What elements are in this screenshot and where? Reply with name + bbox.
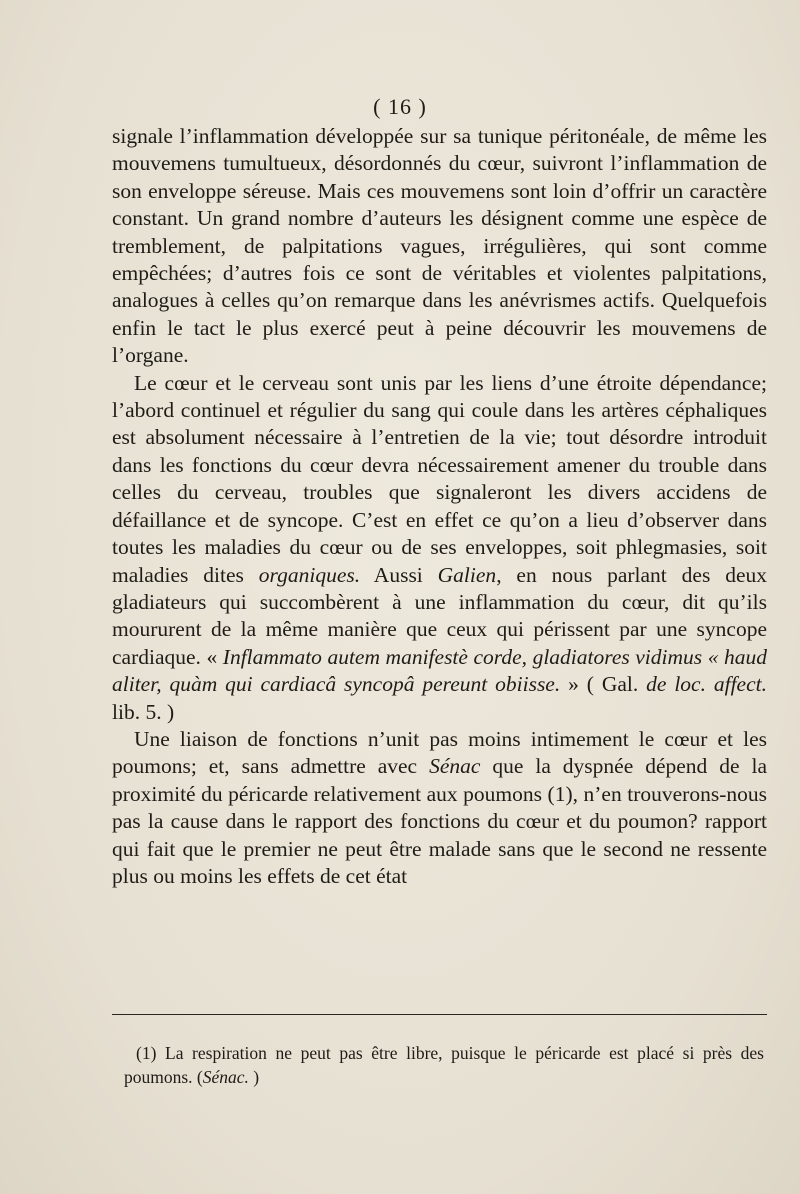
paragraph-2: [112, 370, 767, 726]
paragraph-3-text: Une liaison de fonctions n’unit pas moins intimement le cœur et les poumons; et, sans admettre avec: [112, 726, 767, 779]
latin-quotation: Inflammato autem manifestè corde, gladiatores vidimus « haud aliter, quàm qui cardiacâ syncopâ pereunt obiisse.: [112, 644, 767, 697]
paragraph-2-text: Le cœur et le cerveau sont unis par les liens d’une étroite dépendance; l’abord continuel et régulier du sang qui coule dans les artères céphaliques est absolument nécessaire à l’entretien de la vie; tout désordre introduit dans les fonctions du cœur devra nécessairement amener du trouble dans celles du cerveau, troubles que signaleront les divers accidens de défaillance et de syncope. C’est en effet ce qu’on a lieu d’observer dans toutes les maladies du cœur ou de ses enveloppes, soit phlegmasies, soit maladies dites: [112, 370, 767, 587]
italic-galien: Galien: [437, 562, 497, 587]
paragraph-3-text-b: que la dyspnée dépend: [480, 754, 708, 779]
paragraph-3-text-c: de la proximité du péricarde relativement aux poumons (1), n’en trouverons-nous pas la cause dans le rapport des fonctions du cœur et du poumon? rapport qui fait que le premier ne peut être malade sans que le second ne ressente plus ou moins les effets de cet état: [112, 754, 768, 888]
footnote: [124, 1041, 764, 1089]
body-text: [112, 123, 767, 890]
footnote-rule: [112, 1014, 767, 1015]
paragraph-1: signale l’inflammation développée sur sa tunique péritonéale, de même les mouvemens tumultueux, désordonnés du cœur, suivront l’inflammation de son enveloppe séreuse. Mais ces mouvemens sont loin d’offrir un caractère constant. Un grand nombre d’auteurs les désignent comme une espèce de tremblement, de palpitations vagues, irrégulières, qui sont comme empêchées; d’autres fois ce sont de véritables et violentes palpitations, analogues à celles qu’on remarque dans les anévrismes actifs. Quelquefois enfin le tact le plus exercé peut à peine découvrir les mouvemens de l’organe.: [112, 124, 767, 368]
paragraph-3: [112, 726, 767, 890]
paragraph-2-text-b: Aussi: [360, 562, 438, 587]
paragraph-2-text-c: , en nous parlant des deux gladiateurs qui succombèrent à une inflammation du cœur, dit qu’ils moururent de la même manière que ceux qui périssent par une syncope cardiaque. «: [112, 562, 767, 669]
footnote-author: Sénac.: [202, 1067, 249, 1087]
footnote-text: La respiration ne peut pas être libre, puisque le péricarde est placé si près des poumons. (: [124, 1043, 764, 1087]
citation-book: lib. 5. ): [112, 699, 175, 724]
citation-gal: » ( Gal.: [560, 672, 647, 697]
italic-organiques: organiques.: [258, 562, 361, 587]
italic-senac: Sénac: [429, 754, 481, 779]
page-number: ( 16 ): [373, 94, 427, 119]
footnote-close: ): [248, 1067, 260, 1087]
citation-work: de loc. affect.: [646, 672, 767, 697]
footnote-marker: (1): [136, 1043, 157, 1063]
